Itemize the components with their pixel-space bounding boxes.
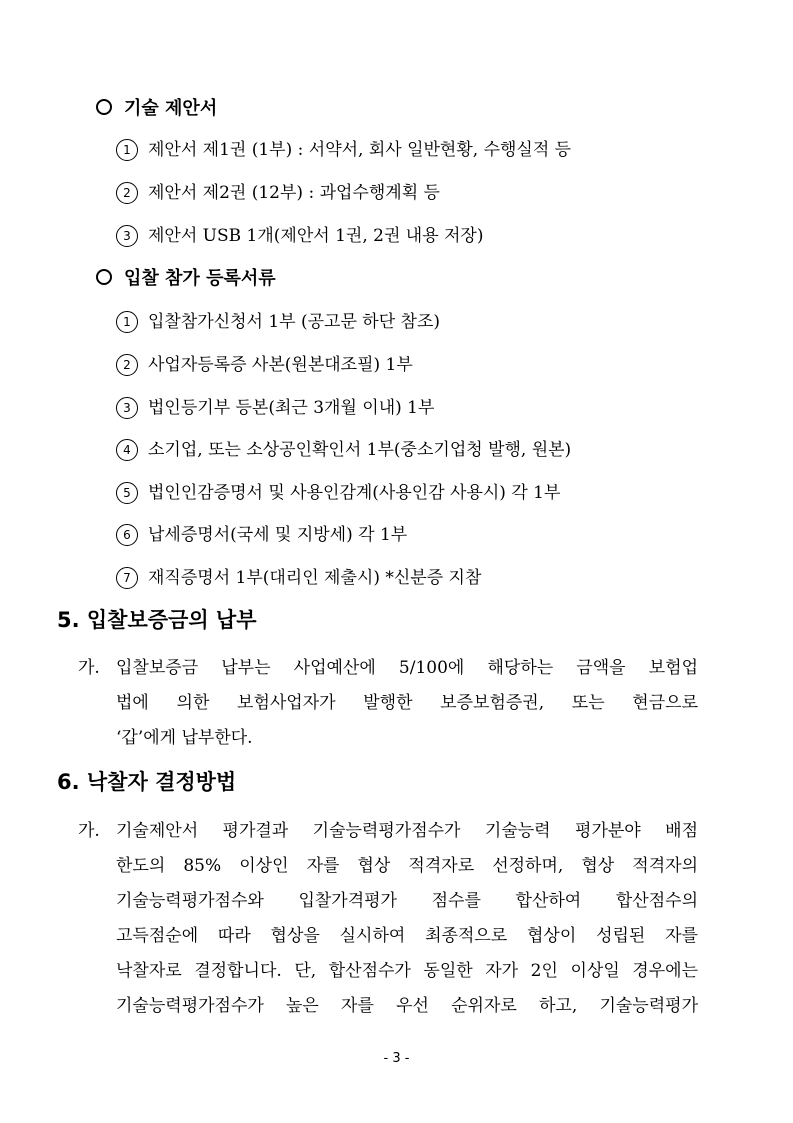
registration-item <box>116 478 560 504</box>
item-number: 1 <box>116 139 138 161</box>
section-6-label: 가. <box>78 821 100 841</box>
registration-item <box>116 350 413 376</box>
item-text: 법인인감증명서 및 사용인감계(사용인감 사용시) 각 1부 <box>148 483 561 503</box>
item-number: 4 <box>116 439 138 461</box>
item-number: 3 <box>116 397 138 419</box>
item-text: 소기업, 또는 소상공인확인서 1부(중소기업청 발행, 원본) <box>148 440 572 460</box>
section-5-title: 5. 입찰보증금의 납부 <box>57 608 257 632</box>
circle-bullet-icon <box>96 269 112 285</box>
item-text: 사업자등록증 사본(원본대조필) 1부 <box>148 355 413 375</box>
section-6-line: 고득점순에 따라 협상을 실시하여 최종적으로 협상이 성립된 자를 <box>116 926 698 946</box>
registration-item <box>116 435 571 461</box>
item-text: 제안서 제2권 (12부) : 과업수행계획 등 <box>148 183 440 203</box>
item-number: 3 <box>116 225 138 247</box>
section-5-line: 입찰보증금 납부는 사업예산에 5/100에 해당하는 금액을 보험업 <box>116 658 698 678</box>
proposal-item <box>116 135 571 161</box>
item-text: 법인등기부 등본(최근 3개월 이내) 1부 <box>148 398 435 418</box>
registration-item <box>116 393 434 419</box>
item-number: 5 <box>116 482 138 504</box>
section-6-line: 한도의 85% 이상인 자를 협상 적격자로 선정하며, 협상 적격자의 <box>116 856 698 876</box>
proposal-heading <box>96 94 217 120</box>
item-number: 2 <box>116 182 138 204</box>
section-6-line: 기술능력평가점수와 입찰가격평가 점수를 합산하여 합산점수의 <box>116 891 698 911</box>
proposal-item <box>116 221 484 247</box>
item-number: 2 <box>116 354 138 376</box>
item-number: 6 <box>116 524 138 546</box>
item-number: 1 <box>116 311 138 333</box>
registration-item <box>116 520 407 546</box>
item-number: 7 <box>116 567 138 589</box>
page-number: - 3 - <box>383 1051 410 1066</box>
item-text: 제안서 제1권 (1부) : 서약서, 회사 일반현황, 수행실적 등 <box>148 140 572 160</box>
registration-heading-text: 입찰 참가 등록서류 <box>124 268 276 289</box>
registration-item <box>116 307 440 333</box>
item-text: 제안서 USB 1개(제안서 1권, 2권 내용 저장) <box>148 226 484 246</box>
section-5-line: ‘갑’에게 납부한다. <box>116 728 253 748</box>
registration-item <box>116 563 481 589</box>
section-6-line: 기술능력평가점수가 높은 자를 우선 순위자로 하고, 기술능력평가 <box>116 996 698 1016</box>
proposal-heading-text: 기술 제안서 <box>124 98 218 119</box>
circle-bullet-icon <box>96 99 112 115</box>
item-text: 납세증명서(국세 및 지방세) 각 1부 <box>148 525 408 545</box>
section-6-title: 6. 낙찰자 결정방법 <box>57 770 237 794</box>
section-5-line: 법에 의한 보험사업자가 발행한 보증보험증권, 또는 현금으로 <box>116 693 698 713</box>
proposal-item <box>116 178 440 204</box>
item-text: 재직증명서 1부(대리인 제출시) *신분증 지참 <box>148 568 482 588</box>
section-5-label: 가. <box>78 658 100 678</box>
section-6-line: 기술제안서 평가결과 기술능력평가점수가 기술능력 평가분야 배점 <box>116 821 698 841</box>
registration-heading <box>96 264 276 290</box>
section-6-line: 낙찰자로 결정합니다. 단, 합산점수가 동일한 자가 2인 이상일 경우에는 <box>116 961 698 981</box>
item-text: 입찰참가신청서 1부 (공고문 하단 참조) <box>148 312 441 332</box>
